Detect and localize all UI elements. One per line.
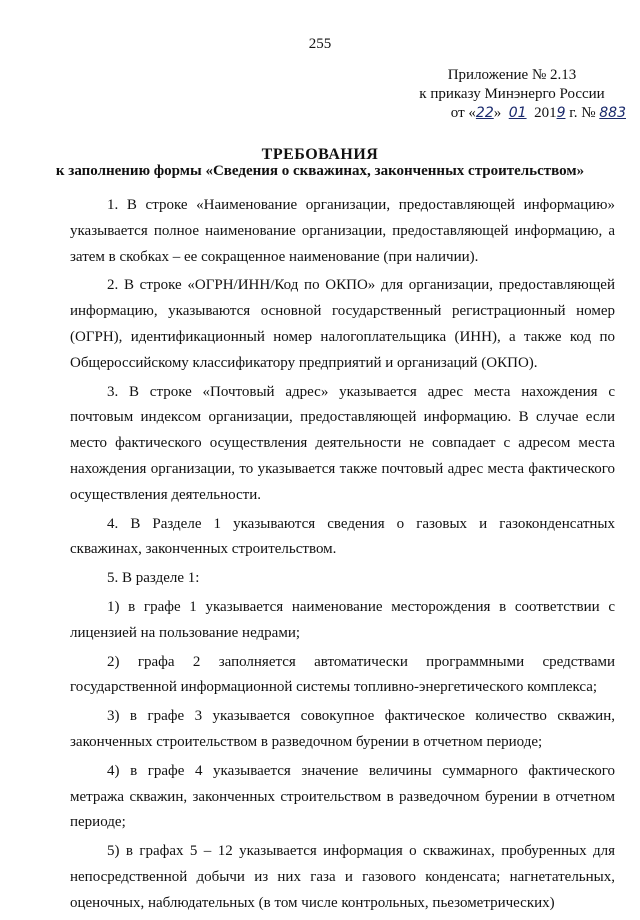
date-from-label: от « xyxy=(450,105,476,121)
paragraph-5: 5. В разделе 1: xyxy=(107,570,200,587)
year-prefix: 201 xyxy=(534,105,557,121)
year-suffix: г. № xyxy=(565,105,596,121)
handwritten-order-number: 883 xyxy=(599,105,626,121)
list-item-4: 4) в графе 4 указывается значение величины суммарного фактического метража скважин, законченных строительством в разведочном бурении в отчетном периоде; xyxy=(70,762,615,831)
page-number: 255 xyxy=(308,36,332,52)
document-subtitle: к заполнению формы «Сведения о скважинах, законченных строительством» xyxy=(55,163,585,179)
appendix-title: Приложение № 2.13 xyxy=(447,67,577,83)
paragraph-4: 4. В Разделе 1 указываются сведения о газовых и газоконденсатных скважинах, законченных строительством. xyxy=(70,515,615,558)
paragraph-3: 3. В строке «Почтовый адрес» указывается адрес места нахождения с почтовым индексом организации, предоставляющей информацию. В случае если место фактического осуществления деятельности не совпадает с адресом места нахождения организации, то указывается также почтовый адрес места фактического осуществления деятельности. xyxy=(70,383,615,503)
paragraph-2: 2. В строке «ОГРН/ИНН/Код по ОКПО» для организации, предоставляющей информацию, указываются основной государственный регистрационный номер (ОГРН), идентификационный номер налогоплательщика (ИНН), а также код по Общероссийскому классификатору предприятий и организаций (ОКПО). xyxy=(70,277,615,371)
appendix-date-line xyxy=(392,104,632,123)
list-item-3: 3) в графе 3 указывается совокупное фактическое количество скважин, законченных строительством в разведочном бурении в отчетном периоде; xyxy=(70,708,615,750)
paragraph-1: 1. В строке «Наименование организации, предоставляющей информацию» указывается полное наименование организации, предоставляющей информацию, а затем в скобках – ее сокращенное наименование (при наличии). xyxy=(70,197,615,265)
date-quote-close: » xyxy=(493,105,502,121)
appendix-block xyxy=(392,66,632,123)
document-body xyxy=(70,193,615,920)
appendix-order-ref: к приказу Минэнерго России xyxy=(419,86,605,102)
list-item-2: 2) графа 2 заполняется автоматически программными средствами государственной информационной системы топливно-энергетического комплекса; xyxy=(70,653,615,696)
document-title: ТРЕБОВАНИЯ xyxy=(261,146,379,163)
handwritten-year-digit: 9 xyxy=(556,105,566,121)
list-item-5: 5) в графах 5 – 12 указывается информация о скважинах, пробуренных для непосредственной добычи из них газа и газового конденсата; нагнетательных, оценочных, наблюдательных (в том числе контрольных, пьезометрических) xyxy=(70,843,615,911)
handwritten-day: 22 xyxy=(475,105,494,121)
handwritten-month: 01 xyxy=(508,105,527,121)
list-item-1: 1) в графе 1 указывается наименование месторождения в соответствии с лицензией на пользование недрами; xyxy=(70,598,615,641)
